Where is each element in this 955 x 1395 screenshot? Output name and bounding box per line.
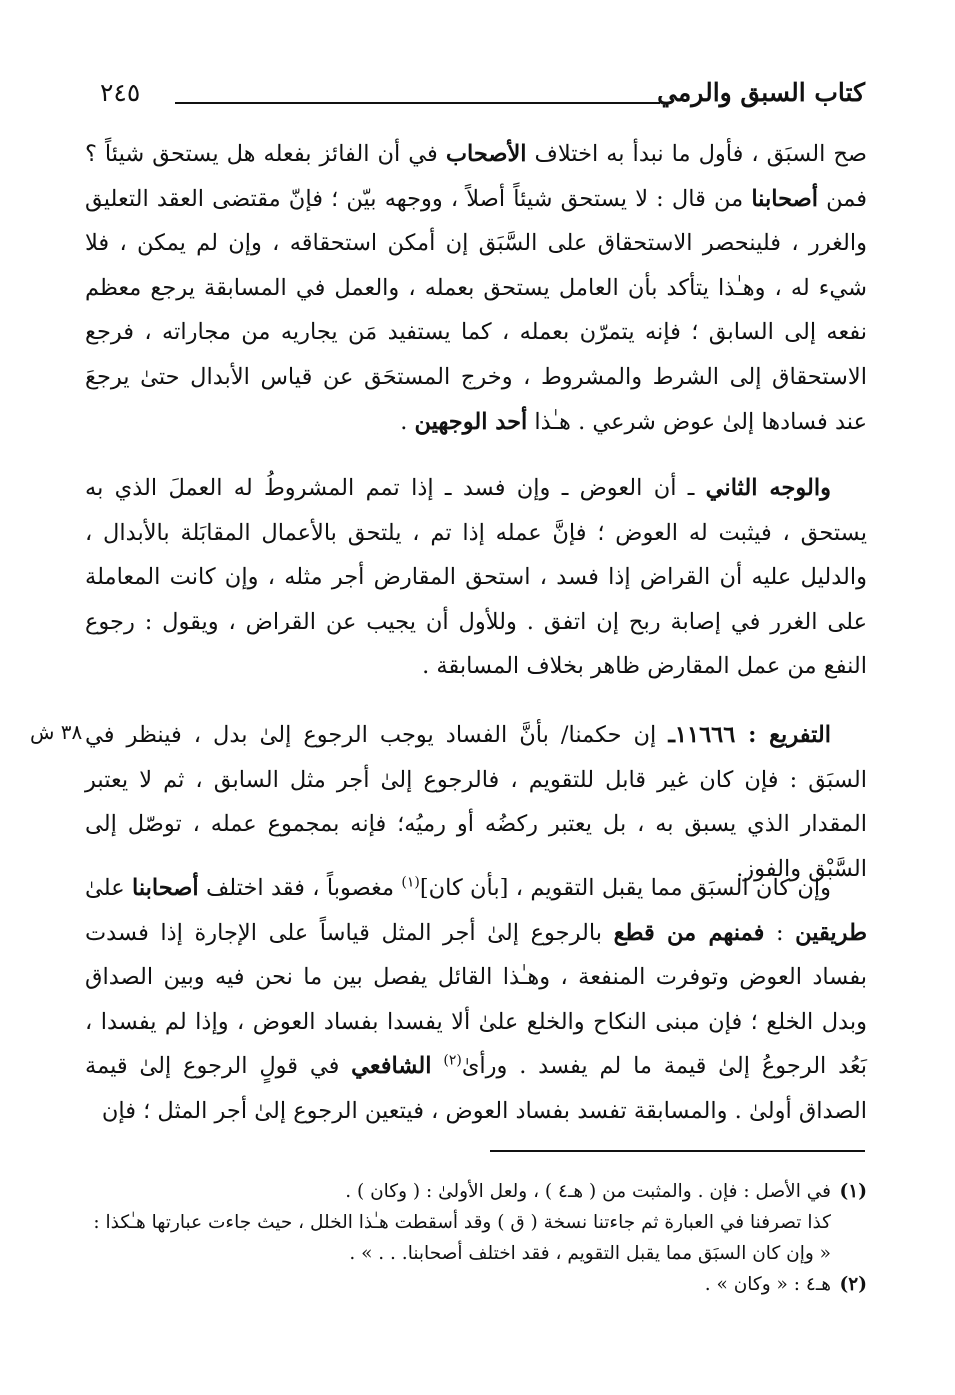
page-number: ٢٤٥ bbox=[100, 78, 141, 107]
paragraph-4: وإن كان السبَق مما يقبل التقويم ، [بأن كان]$^{(١)}$ مغصوباً ، فقد اختلف أصحابنا علىٰ طريقين : فمنهم من قطع بالرجوع إلىٰ أجر المثل قياساً على الإجارة إذا فسدت بفساد العوض وتوفرت المنفعة ، وهـٰذا القائل يفصل بين ما نحن فيه وبين الصداق وبدل الخلع ؛ فإن مبنى النكاح والخلع علىٰ ألا يفسدا بفساد العوض ، وإذا لم يفسدا ، بَعُد الرجوعُ إلىٰ قيمة ما لم يفسد . ورأىٰ$^{(٢)}$ الشافعي في قولٍ الرجوع إلىٰ قيمة الصداق أولىٰ . والمسابقة تفسد بفساد العوض ، فيتعين الرجوع إلىٰ أجر المثل ؛ فإن bbox=[85, 874, 868, 1124]
bold-term: أصحابنا bbox=[131, 875, 199, 901]
bold-term: الشافعي bbox=[351, 1053, 432, 1080]
margin-manuscript-ref: ٣٨ ش bbox=[30, 720, 83, 744]
footnote-1-continuation: كذا تصرفنا في العبارة ثم جاءتنا نسخة ( ق ) وقد أسقطت هـٰذا الخلل ، حيث جاءت عبارتها هـٰكذا : « وإن كان السبَق مما يقبل التقويم ، فقد اختلف أصحابنا. . . » . bbox=[93, 1212, 831, 1264]
bold-term: طريقين bbox=[795, 919, 867, 946]
footnote-2: (٢)هـ٤ : « وكان » . bbox=[704, 1274, 867, 1295]
header-rule bbox=[175, 102, 660, 104]
footnote-separator bbox=[490, 1150, 865, 1152]
paragraph-1: صح السبَق ، فأول ما نبدأ به اختلاف الأصحاب في أن الفائز بفعله هل يستحق شيئاً ؟ فمن أصحابنا من قال : لا يستحق شيئاً أصلاً ، ووجهه بيّن ؛ فإنّ مقتضى العقد التعليق والغرر ، فلينحصر الاستحقاق على السَّبَق إن أمكن استحقاقه ، وإن لم يمكن ، فلا شيء له ، وهـٰذا يتأكد بأن العامل يستحق بعمله ، والعمل في المسابقة يرجع معظم نفعه إلى السابق ؛ فإنه يتمرّن بعمله ، كما يستفيد مَن يجاريه من مجاراته ، فرجع الاستحقاق إلى الشرط والمشروط ، وخرج المستحَق عن قياس الأبدال حتىٰ يرجعَ عند فسادها إلىٰ عوض شرعي . هـٰذا أحد الوجهين . bbox=[85, 141, 867, 435]
footnote-1: (١)في الأصل : فإن . والمثبت من ( هـ٤ ) ، ولعل الأولىٰ : ( وكان ) . bbox=[345, 1181, 867, 1202]
running-header bbox=[100, 78, 865, 122]
book-title: كتاب السبق والرمي bbox=[657, 78, 865, 107]
paragraph-2: والوجه الثاني ـ أن العوض ـ وإن فسد ـ إذا تمم المشروطُ له العملَ الذي به يستحق ، فيثبت له العوض ؛ فإنَّ عمله إذا تم ، يلتحق بالأعمال المقابَلة بالأبدال ، والدليل عليه أن القراض إذا فسد ، استحق المقارض أجر مثله ، وإن كانت المعاملة على الغرر في إصابة ربح إن اتفق . وللأول أن يجيب عن القراض ، ويقول : رجوع النفع من عمل المقارض ظاهر بخلاف المسابقة . bbox=[85, 475, 867, 680]
bold-term: الأصحاب bbox=[445, 141, 527, 167]
bold-term: فمنهم من قطع bbox=[613, 919, 765, 946]
bold-term: أحد الوجهين bbox=[414, 408, 528, 435]
section-heading: التفريع : ١١٦٦٦ـ bbox=[668, 722, 832, 748]
footnote-ref-1[interactable]: (١) bbox=[401, 874, 420, 891]
footnote-ref-2[interactable]: (٢) bbox=[443, 1052, 462, 1069]
footnotes bbox=[85, 1176, 867, 1300]
bold-term: والوجه الثاني bbox=[705, 475, 831, 501]
paragraph-3: التفريع : ١١٦٦٦ـ إن حكمنا/ بأنَّ الفساد يوجب الرجوع إلىٰ بدل ، فينظر في السبَق : فإن كان غير قابل للتقويم ، فالرجوع إلىٰ أجر مثل السابق ، ثم لا يعتبر المقدار الذي يسبق به ، بل يعتبر ركضُه أو رميُه؛ فإنه بمجموع عمله ، توصّل إلى السَّبْق والفوز. bbox=[85, 722, 867, 882]
bold-term: أصحابنا bbox=[751, 185, 818, 212]
